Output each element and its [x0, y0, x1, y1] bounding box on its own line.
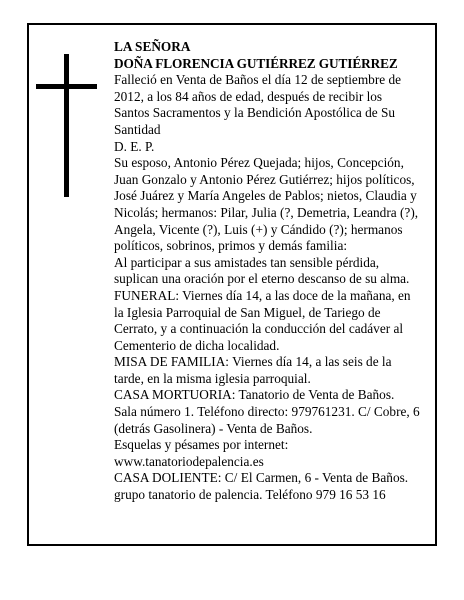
prayer-request: Al participar a sus amistades tan sensible pérdida, suplican una oración por el eterno descanso de su alma. — [114, 254, 410, 287]
obituary-text — [114, 39, 420, 504]
mourning-home-info: CASA DOLIENTE: C/ El Carmen, 6 - Venta de Baños. grupo tanatorio de palencia. Teléfono 979 16 53 16 — [114, 470, 409, 503]
family-mass-info: MISA DE FAMILIA: Viernes día 14, a las seis de la tarde, en la misma iglesia parroquial. — [114, 354, 392, 386]
funeral-info: FUNERAL: Viernes día 14, a las doce de la mañana, en la Iglesia Parroquial de San Miguel, de Tariego de Cerrato, y a continuación la conducción del cadáver al Cementerio de dicha localidad. — [114, 287, 411, 353]
cross-horizontal-bar — [36, 84, 97, 89]
death-announcement: Falleció en Venta de Baños el día 12 de septiembre de 2012, a los 84 años de edad, después de recibir los Santos Sacramentos y la Bendición Apostólica de Su Santidad — [114, 72, 402, 137]
internet-condolences: Esquelas y pésames por internet: www.tanatoriodepalencia.es — [114, 437, 289, 469]
funeral-home-info: CASA MORTUORIA: Tanatorio de Venta de Baños. Sala número 1. Teléfono directo: 979761231. C/ Cobre, 6 (detrás Gasolinera) - Venta de Baños. — [114, 387, 420, 436]
cross-vertical-bar — [64, 54, 69, 197]
family-list: Su esposo, Antonio Pérez Quejada; hijos, Concepción, Juan Gonzalo y Antonio Pérez Gutiérrez; hijos políticos, José Juárez y María Angeles de Pablos; nietos, Claudia y Nicolás; hermanos: Pilar, Julia (?, Demetria, Leandra (?), Angela, Vicente (?), Luis (+) y Cándido (?); hermanos políticos, sobrinos, primos y demás familia: — [114, 155, 419, 254]
obituary-title: LA SEÑORA — [114, 39, 191, 54]
deceased-name: DOÑA FLORENCIA GUTIÉRREZ GUTIÉRREZ — [114, 55, 398, 71]
rip-line: D. E. P. — [114, 138, 155, 154]
